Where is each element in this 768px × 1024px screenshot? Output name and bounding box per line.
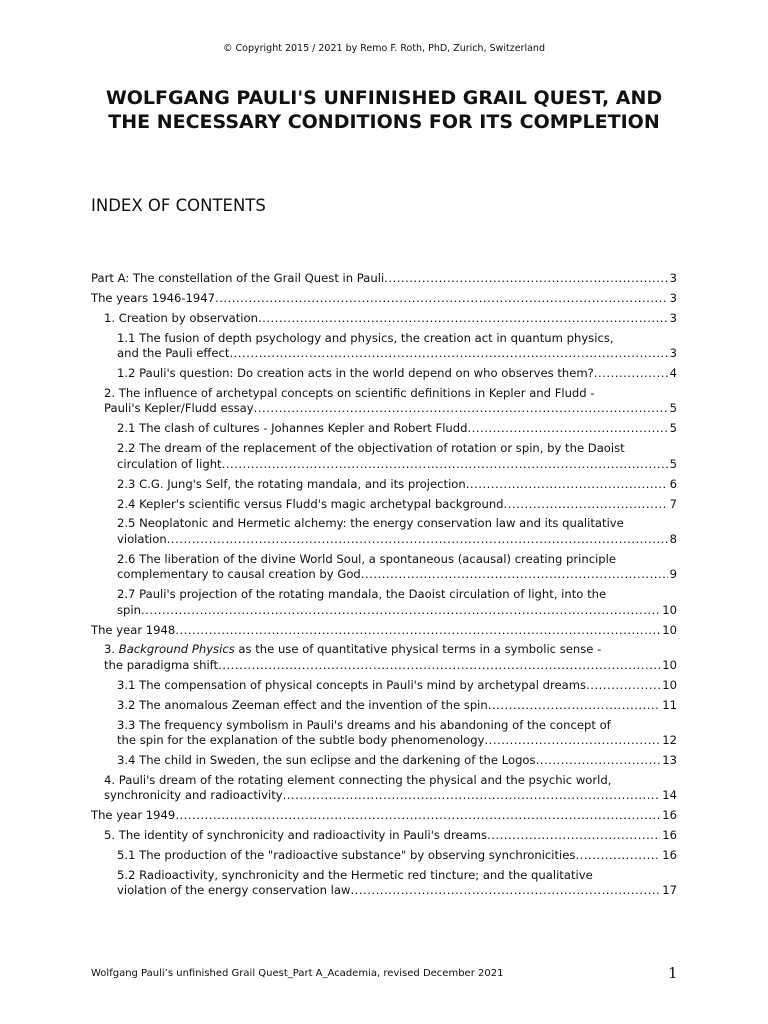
toc-leader xyxy=(586,678,660,694)
toc-entry-text: 2.4 Kepler's scientific versus Fludd's magic archetypal background xyxy=(117,496,504,511)
page-number: 1 xyxy=(668,964,678,982)
toc-entry-text-first-line: 4. Pauli's dream of the rotating element connecting the physical and the psychic world, xyxy=(104,772,612,787)
toc-leader xyxy=(350,883,660,899)
toc-leader xyxy=(594,366,668,382)
document-title: WOLFGANG PAULI'S UNFINISHED GRAIL QUEST, AND THE NECESSARY CONDITIONS FOR ITS COMPLETION xyxy=(105,87,663,133)
toc-leader xyxy=(167,532,668,548)
toc-page-number: 8 xyxy=(669,531,677,546)
toc-page-number: 3 xyxy=(669,290,677,305)
toc-entry-text: and the Pauli effect xyxy=(117,346,230,361)
toc-entry-text-first-line: 2. The influence of archetypal concepts on scientific definitions in Kepler and Fludd - xyxy=(104,385,595,400)
toc-page-number: 16 xyxy=(662,828,677,843)
table-of-contents xyxy=(91,271,677,903)
toc-page-number: 5 xyxy=(669,421,677,436)
toc-entry[interactable] xyxy=(91,421,677,437)
toc-entry-text-first-line: 2.7 Pauli's projection of the rotating mandala, the Daoist circulation of light, into the xyxy=(117,587,607,602)
toc-entry[interactable] xyxy=(91,291,677,307)
toc-entry[interactable] xyxy=(91,271,677,287)
toc-entry-text: 3.4 The child in Sweden, the sun eclipse and the darkening of the Logos xyxy=(117,753,536,768)
toc-entry-text-rest: as the use of quantitative physical terms in a symbolic sense - xyxy=(234,642,602,657)
toc-entry-text: The years 1946-1947 xyxy=(91,290,216,305)
toc-entry-text: 1. Creation by observation xyxy=(104,310,258,325)
toc-leader xyxy=(175,623,660,639)
toc-leader xyxy=(466,477,668,493)
toc-page-number: 10 xyxy=(662,677,677,692)
toc-entry[interactable] xyxy=(91,623,677,639)
toc-page-number: 16 xyxy=(662,848,677,863)
toc-entry[interactable] xyxy=(91,848,677,864)
toc-leader xyxy=(504,497,668,513)
toc-entry-text: complementary to causal creation by God xyxy=(117,567,361,582)
toc-entry[interactable] xyxy=(91,718,677,749)
toc-page-number: 12 xyxy=(662,733,677,748)
toc-entry[interactable] xyxy=(91,516,677,547)
toc-entry[interactable] xyxy=(91,386,677,417)
toc-entry-text-first-line: 2.2 The dream of the replacement of the objectivation of rotation or spin, by the Daoist xyxy=(117,441,625,456)
toc-entry-text: circulation of light xyxy=(117,456,222,471)
toc-page-number: 14 xyxy=(662,788,677,803)
toc-entry-text-first-line: 2.5 Neoplatonic and Hermetic alchemy: the energy conservation law and its qualitative xyxy=(117,516,624,531)
page-footer: Wolfgang Pauli’s unfinished Grail Quest_Part A_Academia, revised December 2021 xyxy=(91,968,504,979)
toc-page-number: 3 xyxy=(669,271,677,285)
toc-page-number: 3 xyxy=(669,346,677,361)
toc-entry-text: 2.3 C.G. Jung's Self, the rotating mandala, and its projection xyxy=(117,476,466,491)
toc-entry[interactable] xyxy=(91,678,677,694)
toc-leader xyxy=(487,828,660,844)
toc-leader xyxy=(222,457,668,473)
toc-page-number: 6 xyxy=(669,476,677,491)
toc-page-number: 13 xyxy=(662,753,677,768)
toc-entry-italic-term: Background Physics xyxy=(118,642,235,657)
toc-entry[interactable] xyxy=(91,366,677,382)
toc-page-number: 5 xyxy=(669,401,677,416)
toc-entry[interactable] xyxy=(91,698,677,714)
toc-page-number: 5 xyxy=(669,456,677,471)
toc-entry-number: 3. xyxy=(104,642,119,657)
index-heading: INDEX OF CONTENTS xyxy=(91,196,266,215)
toc-entry[interactable] xyxy=(91,311,677,327)
toc-entry-text: 5.1 The production of the "radioactive substance" by observing synchronicities xyxy=(117,848,576,863)
toc-entry[interactable] xyxy=(91,808,677,824)
toc-leader xyxy=(488,698,660,714)
toc-page-number: 10 xyxy=(662,657,677,672)
toc-page-number: 7 xyxy=(669,496,677,511)
toc-entry-text: the paradigma shift xyxy=(104,657,219,672)
copyright-line: © Copyright 2015 / 2021 by Remo F. Roth, PhD, Zurich, Switzerland xyxy=(223,43,545,54)
toc-entry[interactable] xyxy=(91,773,677,804)
toc-entry-text-first-line: 2.6 The liberation of the divine World Soul, a spontaneous (acausal) creating principle xyxy=(117,551,617,566)
toc-page-number: 9 xyxy=(669,567,677,582)
toc-entry-text: violation of the energy conservation law xyxy=(117,883,351,898)
toc-page-number: 10 xyxy=(662,622,677,637)
toc-entry-text: synchronicity and radioactivity xyxy=(104,788,283,803)
toc-leader xyxy=(468,421,668,437)
toc-entry[interactable] xyxy=(91,477,677,493)
toc-entry-text: Part A: The constellation of the Grail Quest in Pauli xyxy=(91,271,385,285)
toc-leader xyxy=(384,271,667,287)
toc-entry-text: Pauli's Kepler/Fludd essay xyxy=(104,401,254,416)
toc-entry[interactable] xyxy=(91,828,677,844)
toc-entry-text-first-line: 1.1 The fusion of depth psychology and physics, the creation act in quantum physics, xyxy=(117,330,614,345)
toc-page-number: 10 xyxy=(662,602,677,617)
toc-entry-text-first-line xyxy=(104,642,677,658)
toc-leader xyxy=(283,788,661,804)
toc-leader xyxy=(218,658,660,674)
toc-leader xyxy=(229,346,667,362)
toc-entry-text-first-line: 5.2 Radioactivity, synchronicity and the Hermetic red tincture; and the qualitative xyxy=(117,867,593,882)
toc-entry-text: 3.2 The anomalous Zeeman effect and the invention of the spin xyxy=(117,697,488,712)
toc-page-number: 17 xyxy=(662,883,677,898)
toc-leader xyxy=(484,733,660,749)
toc-leader xyxy=(254,401,668,417)
toc-entry[interactable] xyxy=(91,642,677,673)
toc-page-number: 3 xyxy=(669,310,677,325)
toc-entry[interactable] xyxy=(91,552,677,583)
toc-leader xyxy=(175,808,660,824)
toc-leader xyxy=(215,291,668,307)
toc-leader xyxy=(141,603,660,619)
toc-entry-text: 2.1 The clash of cultures - Johannes Kepler and Robert Fludd xyxy=(117,421,468,436)
toc-page-number: 11 xyxy=(662,697,677,712)
toc-entry-text: The year 1949 xyxy=(91,808,176,823)
toc-entry[interactable] xyxy=(91,587,677,618)
toc-entry-text: 3.1 The compensation of physical concepts in Pauli's mind by archetypal dreams xyxy=(117,677,587,692)
toc-leader xyxy=(536,753,661,769)
toc-page-number: 16 xyxy=(662,808,677,823)
toc-leader xyxy=(361,567,668,583)
toc-entry-text: 1.2 Pauli's question: Do creation acts in the world depend on who observes them? xyxy=(117,366,594,381)
toc-leader xyxy=(575,848,660,864)
toc-entry[interactable] xyxy=(91,441,677,472)
toc-entry-text: The year 1948 xyxy=(91,622,176,637)
toc-entry-text-first-line: 3.3 The frequency symbolism in Pauli's dreams and his abandoning of the concept of xyxy=(117,717,611,732)
toc-entry-text: violation xyxy=(117,531,167,546)
toc-entry[interactable] xyxy=(91,868,677,899)
toc-entry-text: the spin for the explanation of the subtle body phenomenology xyxy=(117,733,485,748)
toc-entry[interactable] xyxy=(91,753,677,769)
toc-page-number: 4 xyxy=(669,366,677,381)
toc-entry[interactable] xyxy=(91,331,677,362)
toc-leader xyxy=(258,311,668,327)
toc-entry-text: 5. The identity of synchronicity and radioactivity in Pauli's dreams xyxy=(104,828,488,843)
toc-entry-text: spin xyxy=(117,602,141,617)
toc-entry[interactable] xyxy=(91,497,677,513)
